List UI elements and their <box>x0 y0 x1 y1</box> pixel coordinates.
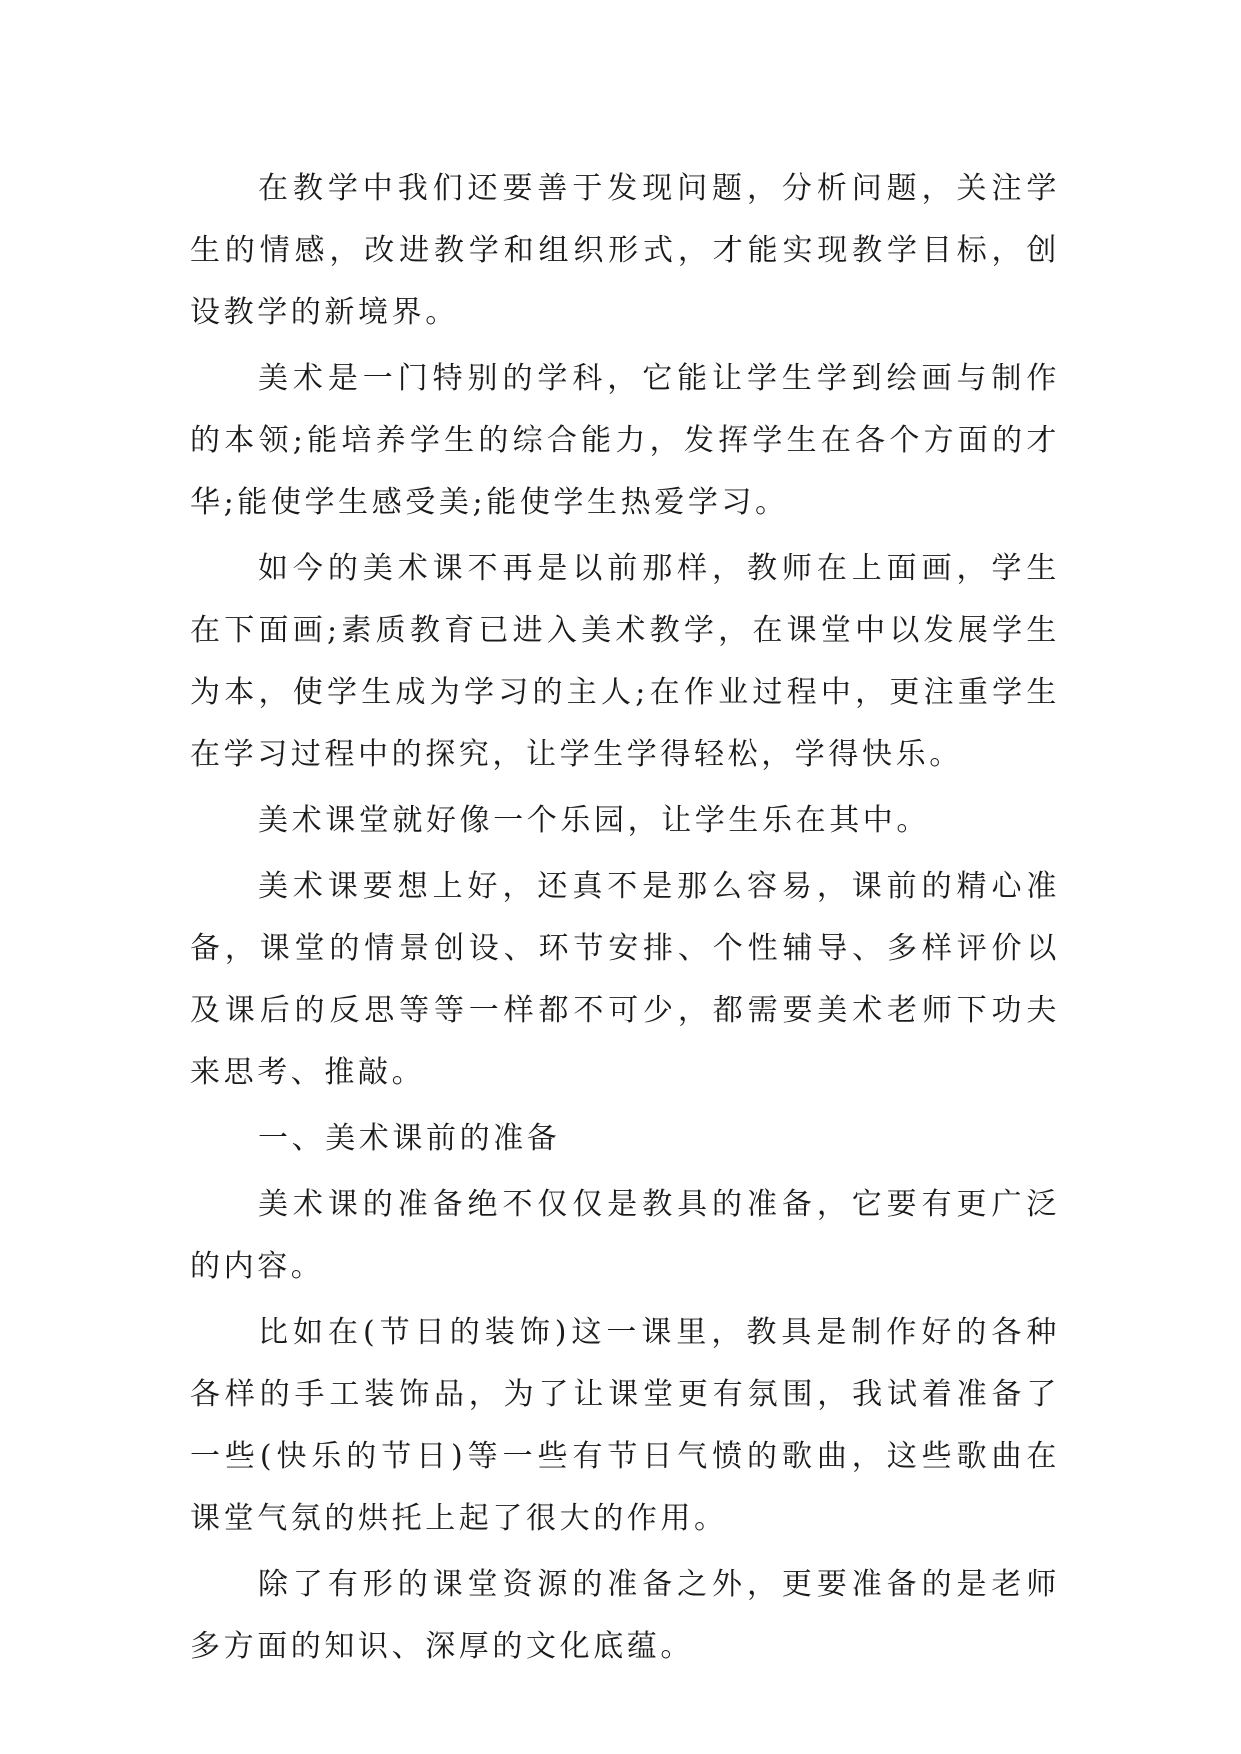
paragraph-festival-example: 比如在(节日的装饰)这一课里，教具是制作好的各种各样的手工装饰品，为了让课堂更有氛围，我试着准备了一些(快乐的节日)等一些有节日气愤的歌曲，这些歌曲在课堂气氛的烘托上起了很大的作用。 <box>190 1315 1060 1536</box>
section-heading-preparation: 一、美术课前的准备 <box>258 1121 561 1156</box>
paragraph-preparation-scope: 美术课的准备绝不仅仅是教具的准备，它要有更广泛的内容。 <box>190 1187 1060 1284</box>
paragraph-art-class-today: 如今的美术课不再是以前那样，教师在上面画，学生在下面画;素质教育已进入美术教学，在课堂中以发展学生为本，使学生成为学习的主人;在作业过程中，更注重学生在学习过程中的探究，让学生学得轻松，学得快乐。 <box>190 551 1060 772</box>
paragraph-art-class-paradise: 美术课堂就好像一个乐园，让学生乐在其中。 <box>258 803 930 838</box>
paragraph-art-class-preparation: 美术课要想上好，还真不是那么容易，课前的精心准备，课堂的情景创设、环节安排、个性辅导、多样评价以及课后的反思等等一样都不可少，都需要美术老师下功夫来思考、推敲。 <box>190 869 1060 1090</box>
document-body <box>190 158 1060 1682</box>
paragraph-art-subject: 美术是一门特别的学科，它能让学生学到绘画与制作的本领;能培养学生的综合能力，发挥学生在各个方面的才华;能使学生感受美;能使学生热爱学习。 <box>190 361 1060 520</box>
paragraph-teacher-knowledge: 除了有形的课堂资源的准备之外，更要准备的是老师多方面的知识、深厚的文化底蕴。 <box>190 1567 1060 1664</box>
paragraph-teaching-problems: 在教学中我们还要善于发现问题，分析问题，关注学生的情感，改进教学和组织形式，才能实现教学目标，创设教学的新境界。 <box>190 171 1060 330</box>
